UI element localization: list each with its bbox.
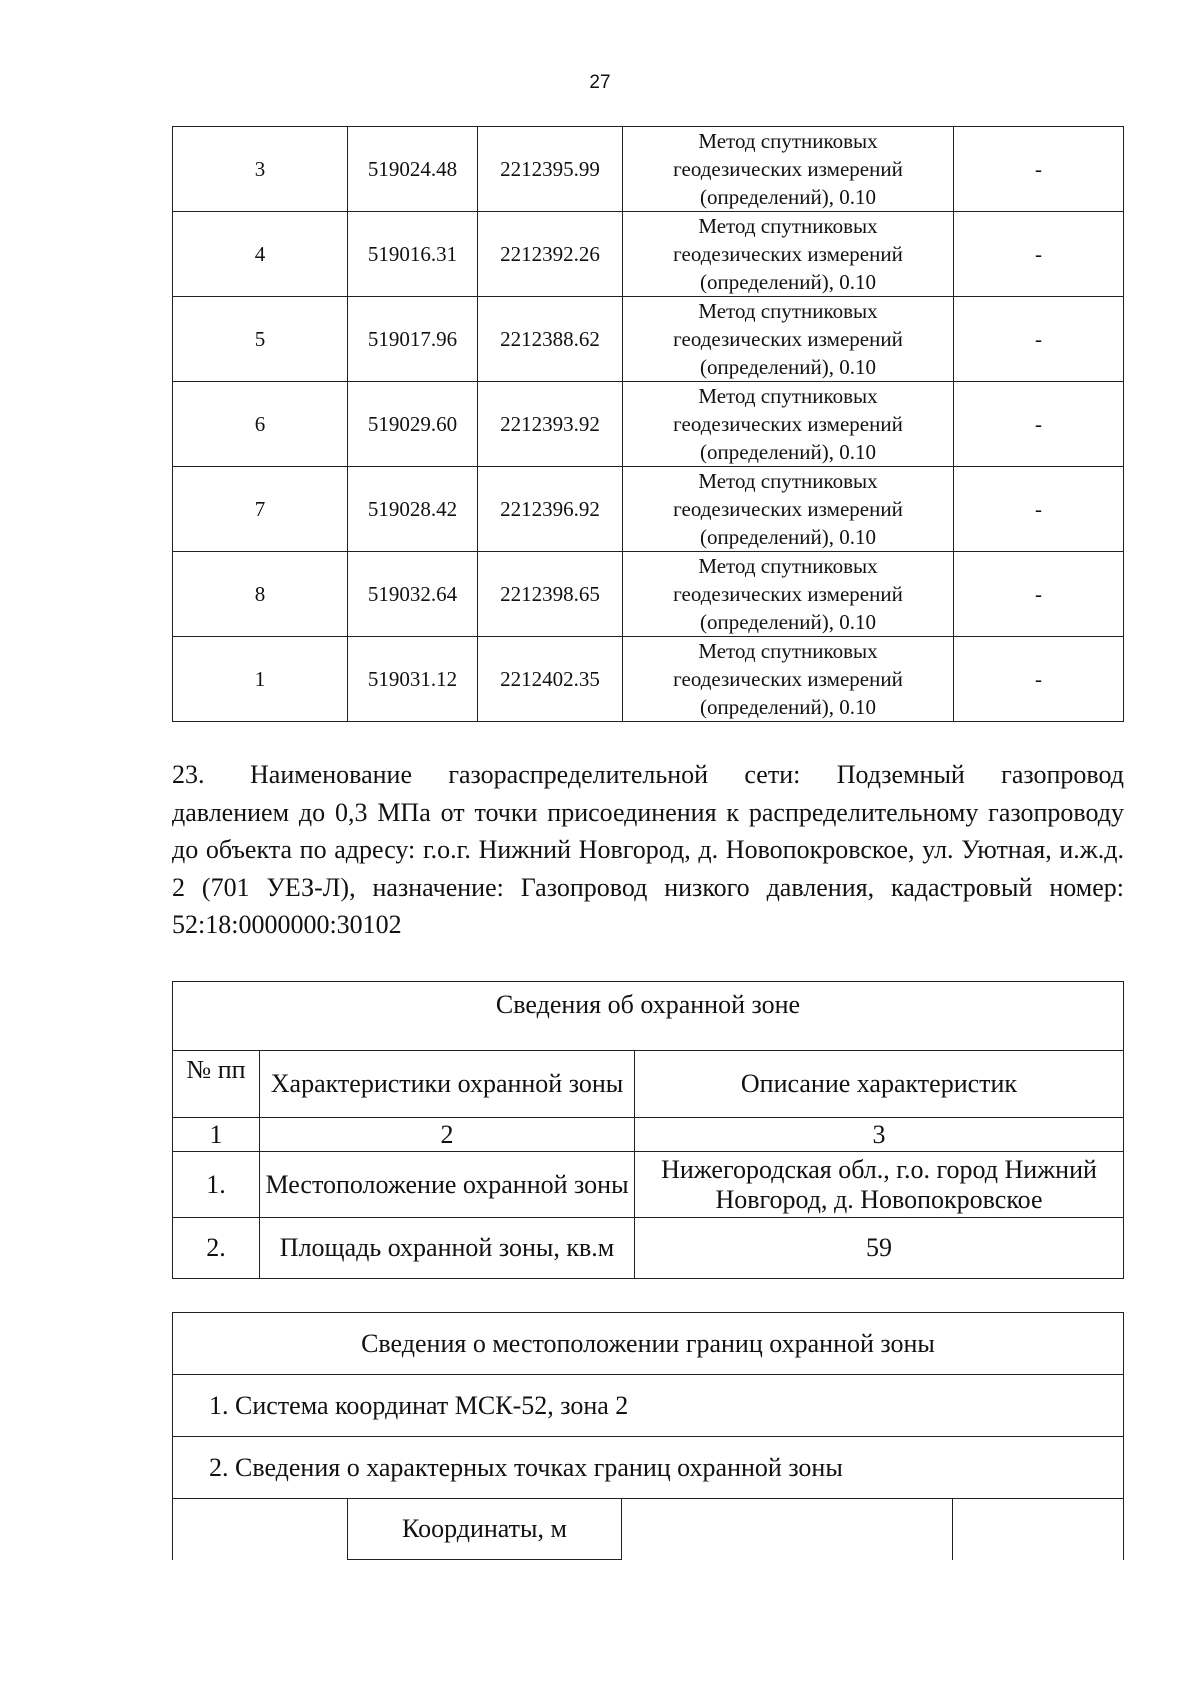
header-index: № пп — [173, 1051, 260, 1118]
coord-y: 2212392.26 — [478, 212, 623, 297]
method — [623, 297, 954, 382]
column-number: 3 — [635, 1118, 1124, 1152]
points-table — [172, 126, 1124, 722]
coord-x: 519024.48 — [348, 127, 478, 212]
row-index: 2. — [173, 1218, 260, 1279]
coord-x: 519016.31 — [348, 212, 478, 297]
method — [623, 552, 954, 637]
coord-y: 2212402.35 — [478, 637, 623, 722]
coord-x: 519017.96 — [348, 297, 478, 382]
method-line: Метод спутниковых — [698, 384, 878, 408]
row-description: Нижегородская обл., г.о. город Нижний Новгород, д. Новопокровское — [635, 1152, 1124, 1218]
row-characteristic: Местоположение охранной зоны — [260, 1152, 635, 1218]
coord-y: 2212398.65 — [478, 552, 623, 637]
point-row — [173, 297, 1124, 382]
method-line: геодезических измерений — [673, 157, 903, 181]
column-number: 1 — [173, 1118, 260, 1152]
method — [623, 467, 954, 552]
method-line: Метод спутниковых — [698, 554, 878, 578]
row-characteristic: Площадь охранной зоны, кв.м — [260, 1218, 635, 1279]
point-number: 3 — [173, 127, 348, 212]
point-number: 8 — [173, 552, 348, 637]
note: - — [954, 212, 1124, 297]
coord-x: 519031.12 — [348, 637, 478, 722]
method-line: геодезических измерений — [673, 667, 903, 691]
point-row — [173, 212, 1124, 297]
method — [623, 382, 954, 467]
method-line: Метод спутниковых — [698, 469, 878, 493]
method-line: (определений), 0.10 — [699, 440, 877, 464]
method-line: геодезических измерений — [673, 412, 903, 436]
header-characteristics: Характеристики охранной зоны — [260, 1051, 635, 1118]
method — [623, 212, 954, 297]
method-line: (определений), 0.10 — [699, 185, 877, 209]
paragraph-text: Наименование газораспределительной сети: Подземный газопровод давлением до 0,3 МПа от точки присоединения к распределительному газопроводу до объекта по адресу: г.о.г. Нижний Новгород, д. Новопокровское, ул. Уютная, и.ж.д. 2 (701 УЕЗ-Л), назначение: Газопровод низкого давления, кадастровый номер: 52:18:0000000:30102 — [172, 760, 1124, 939]
coordinates-header: Координаты, м — [348, 1499, 622, 1560]
coordinate-system-line: 1. Система координат МСК-52, зона 2 — [173, 1375, 1124, 1437]
note: - — [954, 467, 1124, 552]
coord-x: 519029.60 — [348, 382, 478, 467]
empty-cell — [173, 1499, 348, 1560]
point-number: 5 — [173, 297, 348, 382]
note: - — [954, 297, 1124, 382]
page-number: 27 — [589, 72, 611, 93]
points-info-line: 2. Сведения о характерных точках границ охранной зоны — [173, 1437, 1124, 1499]
note: - — [954, 637, 1124, 722]
method-line: (определений), 0.10 — [699, 355, 877, 379]
method-line: геодезических измерений — [673, 497, 903, 521]
coord-y: 2212393.92 — [478, 382, 623, 467]
note: - — [954, 552, 1124, 637]
method-line: геодезических измерений — [673, 582, 903, 606]
method — [623, 127, 954, 212]
coord-y: 2212396.92 — [478, 467, 623, 552]
zone-table-title: Сведения об охранной зоне — [173, 982, 1124, 1051]
row-description: 59 — [635, 1218, 1124, 1279]
boundaries-title: Сведения о местоположении границ охранной зоны — [173, 1313, 1124, 1375]
method-line: Метод спутниковых — [698, 129, 878, 153]
coord-y: 2212388.62 — [478, 297, 623, 382]
method-line: Метод спутниковых — [698, 639, 878, 663]
method-line: Метод спутниковых — [698, 299, 878, 323]
point-number: 6 — [173, 382, 348, 467]
point-number: 4 — [173, 212, 348, 297]
boundaries-table — [172, 1312, 1124, 1560]
point-number: 1 — [173, 637, 348, 722]
coord-x: 519028.42 — [348, 467, 478, 552]
point-row — [173, 127, 1124, 212]
method-line: Метод спутниковых — [698, 214, 878, 238]
method — [623, 637, 954, 722]
method-line: (определений), 0.10 — [699, 525, 877, 549]
paragraph-number: 23. — [172, 760, 205, 789]
column-number: 2 — [260, 1118, 635, 1152]
point-row — [173, 552, 1124, 637]
note: - — [954, 382, 1124, 467]
row-index: 1. — [173, 1152, 260, 1218]
note: - — [954, 127, 1124, 212]
zone-info-table — [172, 981, 1124, 1279]
empty-cell — [953, 1499, 1124, 1560]
coord-y: 2212395.99 — [478, 127, 623, 212]
empty-cell — [622, 1499, 953, 1560]
point-row — [173, 637, 1124, 722]
method-line: (определений), 0.10 — [699, 270, 877, 294]
method-line: геодезических измерений — [673, 242, 903, 266]
point-row — [173, 467, 1124, 552]
section-paragraph — [172, 756, 1124, 944]
method-line: (определений), 0.10 — [699, 610, 877, 634]
header-description: Описание характеристик — [635, 1051, 1124, 1118]
point-number: 7 — [173, 467, 348, 552]
method-line: (определений), 0.10 — [699, 695, 877, 719]
coord-x: 519032.64 — [348, 552, 478, 637]
method-line: геодезических измерений — [673, 327, 903, 351]
point-row — [173, 382, 1124, 467]
